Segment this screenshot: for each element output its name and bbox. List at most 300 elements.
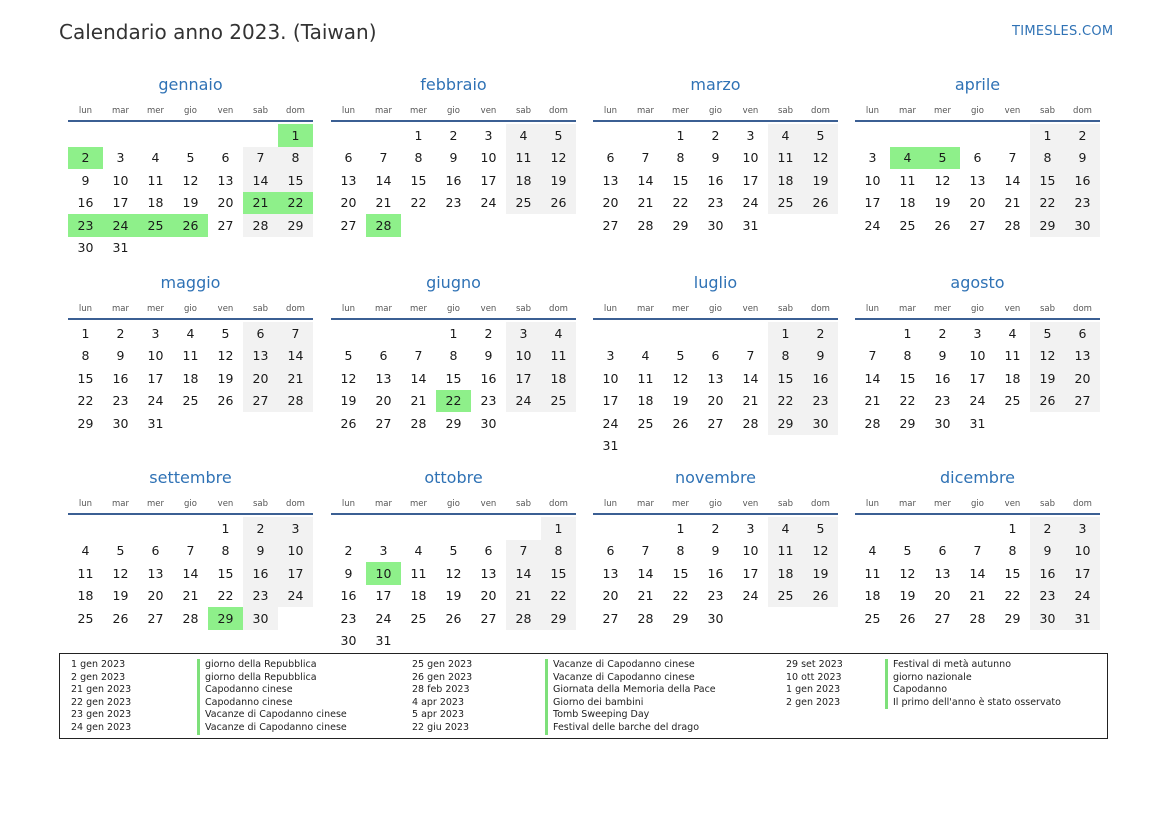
- weekday-label: mer: [671, 499, 689, 509]
- weekday-label: dom: [811, 304, 830, 314]
- empty-cell: [593, 322, 628, 345]
- day-cell: 16: [934, 370, 951, 386]
- day-cell: 6: [973, 150, 982, 166]
- weekday-label: gio: [709, 499, 722, 509]
- weekday-label: dom: [286, 106, 305, 116]
- day-cell: 6: [379, 348, 388, 364]
- day-cell: 22: [541, 585, 576, 608]
- day-cell: 25: [541, 390, 576, 413]
- day-cell: 1: [903, 325, 912, 341]
- day-cell: 9: [938, 348, 947, 364]
- empty-cell: [138, 124, 173, 147]
- day-cell: 29: [278, 214, 313, 237]
- legend-date: 26 gen 2023: [412, 671, 473, 683]
- legend-holiday-name: giorno della Repubblica: [197, 659, 347, 672]
- legend-names-column: [197, 659, 347, 735]
- day-cell: 16: [707, 565, 724, 581]
- month-title: maggio: [160, 273, 221, 292]
- day-cell: 24: [480, 195, 497, 211]
- month-title: marzo: [690, 75, 741, 94]
- weekday-label: gio: [447, 304, 460, 314]
- day-cell: 20: [934, 588, 951, 604]
- weekday-label: mar: [637, 304, 654, 314]
- weekday-label: lun: [865, 499, 880, 509]
- day-cell: 9: [344, 565, 353, 581]
- day-cell: 10: [742, 150, 759, 166]
- day-cell: 2: [1065, 124, 1100, 147]
- month-title: novembre: [674, 468, 757, 487]
- day-cell: 20: [969, 195, 986, 211]
- weekday-header: [331, 495, 576, 515]
- day-cell: 6: [344, 150, 353, 166]
- legend-date: 28 feb 2023: [412, 684, 470, 696]
- day-cell: 24: [1065, 585, 1100, 608]
- day-cell: 22: [77, 393, 94, 409]
- weekday-label: dom: [549, 106, 568, 116]
- day-cell: 18: [147, 195, 164, 211]
- legend-date: 23 gen 2023: [71, 709, 132, 721]
- day-cell: 24: [602, 415, 619, 431]
- day-cell: 19: [803, 562, 838, 585]
- empty-cell: [331, 322, 366, 345]
- legend-date: 4 apr 2023: [412, 696, 465, 708]
- weekday-label: lun: [78, 499, 93, 509]
- day-cell: 25: [899, 217, 916, 233]
- weekday-label: mer: [933, 304, 951, 314]
- day-cell: 17: [112, 195, 129, 211]
- day-cell: 28: [637, 217, 654, 233]
- weekday-label: lun: [603, 499, 618, 509]
- day-cell: 24: [506, 390, 541, 413]
- day-cell: 22: [1030, 192, 1065, 215]
- day-cell: 3: [746, 127, 755, 143]
- day-cell: 21: [375, 195, 392, 211]
- day-cell: 21: [864, 393, 881, 409]
- day-cell: 4: [768, 124, 803, 147]
- weekday-label: sab: [1039, 106, 1056, 116]
- weekday-label: sab: [777, 106, 794, 116]
- day-cell: 14: [182, 565, 199, 581]
- day-cell: 12: [182, 172, 199, 188]
- weekday-label: mer: [409, 106, 427, 116]
- day-cell: 29: [672, 610, 689, 626]
- day-cell: 14: [637, 172, 654, 188]
- day-cell: 24: [742, 195, 759, 211]
- month-title: febbraio: [420, 75, 487, 94]
- day-cell: 15: [410, 172, 427, 188]
- day-cell: 4: [868, 543, 877, 559]
- day-cell: 30: [707, 610, 724, 626]
- day-cell: 28: [969, 610, 986, 626]
- day-cell: 15: [445, 370, 462, 386]
- empty-cell: [401, 517, 436, 540]
- day-cell: 14: [1004, 172, 1021, 188]
- day-cell: 13: [969, 172, 986, 188]
- weekday-label: ven: [217, 304, 234, 314]
- day-cell: 18: [410, 588, 427, 604]
- day-cell: 23: [707, 195, 724, 211]
- day-cell: 13: [1065, 345, 1100, 368]
- day-cell: 19: [803, 169, 838, 192]
- day-cell: 1: [81, 325, 90, 341]
- day-cell: 10: [602, 370, 619, 386]
- day-cell: 1: [676, 127, 685, 143]
- holiday-day-cell: 4: [890, 147, 925, 170]
- day-cell: 12: [445, 565, 462, 581]
- day-cell: 28: [506, 607, 541, 630]
- weekday-label: sab: [1039, 499, 1056, 509]
- empty-cell: [68, 517, 103, 540]
- day-cell: 28: [1004, 217, 1021, 233]
- month-giugno: [331, 272, 576, 435]
- empty-cell: [890, 124, 925, 147]
- day-cell: 9: [1065, 147, 1100, 170]
- day-cell: 1: [414, 127, 423, 143]
- day-cell: 4: [541, 322, 576, 345]
- empty-cell: [331, 517, 366, 540]
- day-cell: 6: [606, 150, 615, 166]
- day-cell: 29: [541, 607, 576, 630]
- weekday-label: ven: [1004, 106, 1021, 116]
- day-cell: 17: [147, 370, 164, 386]
- day-cell: 5: [116, 543, 125, 559]
- weekday-label: ven: [1004, 304, 1021, 314]
- day-cell: 2: [803, 322, 838, 345]
- day-cell: 27: [480, 610, 497, 626]
- day-cell: 9: [116, 348, 125, 364]
- legend-holiday-name: Capodanno: [885, 684, 1061, 697]
- weekday-label: gio: [184, 106, 197, 116]
- day-cell: 22: [1004, 588, 1021, 604]
- day-cell: 15: [672, 172, 689, 188]
- day-cell: 25: [768, 585, 803, 608]
- empty-cell: [663, 322, 698, 345]
- holiday-day-cell: 25: [138, 214, 173, 237]
- empty-cell: [471, 517, 506, 540]
- day-cell: 3: [484, 127, 493, 143]
- weekday-label: mar: [375, 106, 392, 116]
- day-cell: 19: [934, 195, 951, 211]
- day-cell: 29: [1030, 214, 1065, 237]
- day-cell: 2: [243, 517, 278, 540]
- legend-date: 1 gen 2023: [71, 659, 126, 670]
- day-cell: 30: [112, 415, 129, 431]
- day-cell: 20: [602, 195, 619, 211]
- day-cell: 16: [77, 195, 94, 211]
- day-cell: 9: [711, 150, 720, 166]
- empty-cell: [960, 124, 995, 147]
- day-cell: 9: [449, 150, 458, 166]
- weekday-header: [855, 495, 1100, 515]
- weekday-label: gio: [971, 106, 984, 116]
- weekday-label: ven: [742, 499, 759, 509]
- day-cell: 19: [899, 588, 916, 604]
- day-cell: 31: [742, 217, 759, 233]
- day-cell: 16: [707, 172, 724, 188]
- holiday-day-cell: 10: [366, 562, 401, 585]
- weekday-label: ven: [480, 499, 497, 509]
- day-cell: 23: [1065, 192, 1100, 215]
- day-cell: 28: [864, 415, 881, 431]
- empty-cell: [366, 124, 401, 147]
- day-cell: 26: [541, 192, 576, 215]
- day-cell: 7: [379, 150, 388, 166]
- day-cell: 18: [637, 393, 654, 409]
- day-cell: 20: [340, 195, 357, 211]
- empty-cell: [68, 124, 103, 147]
- day-cell: 6: [606, 543, 615, 559]
- empty-cell: [436, 517, 471, 540]
- weekday-label: gio: [447, 499, 460, 509]
- day-cell: 21: [182, 588, 199, 604]
- legend-holiday-name: Vacanze di Capodanno cinese: [197, 709, 347, 722]
- empty-cell: [628, 322, 663, 345]
- day-cell: 15: [1004, 565, 1021, 581]
- day-cell: 1: [676, 520, 685, 536]
- weekday-label: lun: [78, 304, 93, 314]
- day-cell: 13: [934, 565, 951, 581]
- day-cell: 2: [938, 325, 947, 341]
- day-cell: 5: [221, 325, 230, 341]
- weekday-label: mar: [112, 106, 129, 116]
- empty-cell: [628, 124, 663, 147]
- day-cell: 15: [541, 562, 576, 585]
- legend-holiday-name: Festival di metà autunno: [885, 659, 1061, 672]
- day-cell: 1: [541, 517, 576, 540]
- month-settembre: [68, 467, 313, 630]
- day-cell: 26: [803, 585, 838, 608]
- day-cell: 18: [182, 370, 199, 386]
- day-cell: 25: [410, 610, 427, 626]
- legend-date: 22 giu 2023: [412, 721, 469, 733]
- day-cell: 8: [768, 345, 803, 368]
- day-cell: 11: [899, 172, 916, 188]
- day-cell: 31: [112, 240, 129, 256]
- weekday-label: lun: [341, 499, 356, 509]
- holiday-day-cell: 21: [243, 192, 278, 215]
- day-cell: 26: [803, 192, 838, 215]
- day-cell: 17: [506, 367, 541, 390]
- day-cell: 10: [480, 150, 497, 166]
- weekday-label: ven: [1004, 499, 1021, 509]
- day-cell: 20: [1065, 367, 1100, 390]
- day-cell: 15: [77, 370, 94, 386]
- legend-holiday-name: Vacanze di Capodanno cinese: [545, 672, 716, 685]
- day-cell: 12: [899, 565, 916, 581]
- day-cell: 16: [243, 562, 278, 585]
- day-cell: 21: [506, 585, 541, 608]
- day-cell: 30: [1065, 214, 1100, 237]
- day-cell: 23: [445, 195, 462, 211]
- weekday-label: ven: [217, 499, 234, 509]
- holiday-day-cell: 28: [366, 214, 401, 237]
- empty-cell: [890, 517, 925, 540]
- weekday-label: mar: [112, 499, 129, 509]
- day-cell: 7: [243, 147, 278, 170]
- day-cell: 23: [1030, 585, 1065, 608]
- month-title: ottobre: [424, 468, 483, 487]
- day-cell: 3: [1065, 517, 1100, 540]
- day-cell: 10: [506, 345, 541, 368]
- weekday-label: dom: [286, 304, 305, 314]
- weekday-label: ven: [742, 304, 759, 314]
- day-cell: 9: [243, 540, 278, 563]
- day-cell: 12: [217, 348, 234, 364]
- holiday-day-cell: 22: [436, 390, 471, 413]
- day-cell: 12: [1030, 345, 1065, 368]
- legend-date: 22 gen 2023: [71, 696, 132, 708]
- day-cell: 2: [344, 543, 353, 559]
- day-cell: 13: [340, 172, 357, 188]
- day-cell: 6: [243, 322, 278, 345]
- day-cell: 20: [707, 393, 724, 409]
- day-cell: 19: [112, 588, 129, 604]
- day-cell: 19: [1030, 367, 1065, 390]
- day-grid: [68, 517, 313, 630]
- weekday-label: mer: [146, 499, 164, 509]
- weekday-label: lun: [78, 106, 93, 116]
- day-cell: 15: [768, 367, 803, 390]
- day-cell: 10: [864, 172, 881, 188]
- month-agosto: [855, 272, 1100, 435]
- day-cell: 30: [77, 240, 94, 256]
- day-cell: 25: [768, 192, 803, 215]
- empty-cell: [593, 517, 628, 540]
- day-grid: [68, 124, 313, 259]
- legend-holiday-name: Giorno dei bambini: [545, 697, 716, 710]
- weekday-label: dom: [549, 499, 568, 509]
- day-cell: 3: [606, 348, 615, 364]
- empty-cell: [366, 517, 401, 540]
- weekday-label: mer: [933, 499, 951, 509]
- day-cell: 1: [1030, 124, 1065, 147]
- weekday-label: dom: [1073, 106, 1092, 116]
- day-cell: 1: [449, 325, 458, 341]
- day-cell: 24: [278, 585, 313, 608]
- day-cell: 5: [803, 517, 838, 540]
- holiday-legend: [59, 653, 1108, 739]
- legend-holiday-name: Vacanze di Capodanno cinese: [545, 659, 716, 672]
- day-cell: 27: [375, 415, 392, 431]
- empty-cell: [331, 124, 366, 147]
- day-cell: 5: [541, 124, 576, 147]
- legend-holiday-name: giorno della Repubblica: [197, 672, 347, 685]
- day-cell: 28: [278, 390, 313, 413]
- day-cell: 16: [112, 370, 129, 386]
- day-cell: 5: [676, 348, 685, 364]
- empty-cell: [506, 517, 541, 540]
- day-cell: 5: [803, 124, 838, 147]
- weekday-label: dom: [286, 499, 305, 509]
- day-cell: 21: [410, 393, 427, 409]
- day-cell: 10: [278, 540, 313, 563]
- day-cell: 5: [449, 543, 458, 559]
- day-cell: 13: [602, 172, 619, 188]
- legend-holiday-name: giorno nazionale: [885, 672, 1061, 685]
- day-cell: 21: [278, 367, 313, 390]
- day-cell: 27: [707, 415, 724, 431]
- day-cell: 27: [243, 390, 278, 413]
- day-cell: 30: [803, 412, 838, 435]
- weekday-label: mer: [409, 499, 427, 509]
- day-cell: 14: [506, 562, 541, 585]
- weekday-label: mer: [933, 106, 951, 116]
- legend-date: 5 apr 2023: [412, 709, 465, 721]
- day-cell: 16: [445, 172, 462, 188]
- day-cell: 13: [480, 565, 497, 581]
- month-luglio: [593, 272, 838, 457]
- page-title: Calendario anno 2023. (Taiwan): [59, 20, 377, 44]
- day-cell: 11: [77, 565, 94, 581]
- day-cell: 31: [375, 633, 392, 649]
- day-cell: 11: [182, 348, 199, 364]
- day-cell: 4: [641, 348, 650, 364]
- day-cell: 23: [243, 585, 278, 608]
- legend-names-column: [885, 659, 1061, 709]
- month-marzo: [593, 74, 838, 237]
- legend-dates-column: [786, 659, 843, 709]
- day-cell: 2: [711, 127, 720, 143]
- weekday-label: mar: [375, 499, 392, 509]
- day-cell: 9: [81, 172, 90, 188]
- weekday-label: lun: [341, 106, 356, 116]
- empty-cell: [593, 124, 628, 147]
- day-cell: 21: [637, 195, 654, 211]
- day-cell: 9: [711, 543, 720, 559]
- weekday-label: lun: [865, 304, 880, 314]
- day-cell: 31: [1065, 607, 1100, 630]
- day-cell: 31: [969, 415, 986, 431]
- weekday-label: ven: [217, 106, 234, 116]
- day-cell: 5: [344, 348, 353, 364]
- day-cell: 10: [147, 348, 164, 364]
- month-title: agosto: [950, 273, 1005, 292]
- day-cell: 3: [151, 325, 160, 341]
- day-cell: 9: [1030, 540, 1065, 563]
- month-title: luglio: [693, 273, 738, 292]
- day-cell: 8: [449, 348, 458, 364]
- day-cell: 12: [672, 370, 689, 386]
- empty-cell: [733, 322, 768, 345]
- day-cell: 18: [768, 169, 803, 192]
- day-cell: 2: [484, 325, 493, 341]
- day-cell: 14: [410, 370, 427, 386]
- day-cell: 27: [1065, 390, 1100, 413]
- day-cell: 3: [506, 322, 541, 345]
- day-cell: 27: [934, 610, 951, 626]
- day-cell: 19: [182, 195, 199, 211]
- brand-link[interactable]: TIMESLES.COM: [1012, 24, 1114, 39]
- day-cell: 1: [221, 520, 230, 536]
- weekday-label: ven: [480, 304, 497, 314]
- day-grid: [855, 322, 1100, 435]
- month-ottobre: [331, 467, 576, 652]
- month-title: dicembre: [939, 468, 1016, 487]
- empty-cell: [208, 124, 243, 147]
- day-cell: 14: [278, 345, 313, 368]
- weekday-label: mar: [112, 304, 129, 314]
- weekday-label: ven: [480, 106, 497, 116]
- weekday-label: mer: [409, 304, 427, 314]
- day-cell: 22: [672, 195, 689, 211]
- day-cell: 23: [707, 588, 724, 604]
- day-cell: 25: [1004, 393, 1021, 409]
- weekday-label: mar: [899, 499, 916, 509]
- day-cell: 17: [278, 562, 313, 585]
- empty-cell: [925, 517, 960, 540]
- day-cell: 1: [768, 322, 803, 345]
- weekday-label: mer: [146, 304, 164, 314]
